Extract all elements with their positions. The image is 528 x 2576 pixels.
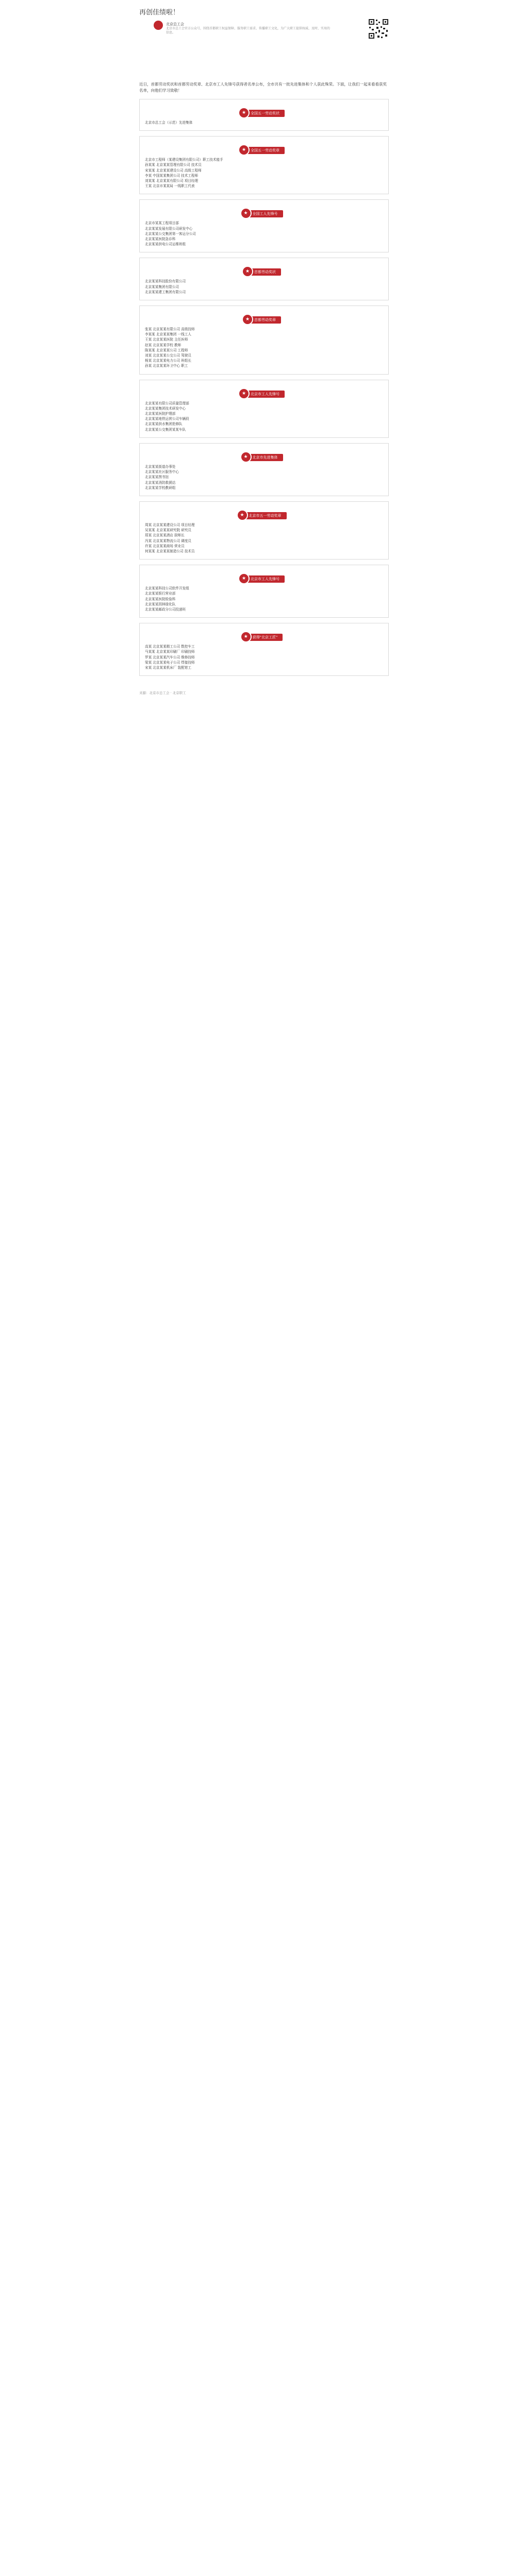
honoree-entry: 陈某某 北京某某公司 工程师 — [145, 348, 188, 352]
honoree-entry: 北京某某医院检验科 — [145, 597, 176, 601]
honoree-entry: 北京某某街道办事处 — [145, 464, 176, 469]
section-title: 北京市先进集体 — [252, 455, 278, 460]
section-title: 北京市工人先锋号 — [251, 577, 279, 582]
honoree-entry: 马某某 北京某某印刷厂 印刷技师 — [145, 650, 195, 654]
award-section — [139, 623, 389, 676]
honoree-entry: 北京某某供电公司运维班组 — [145, 242, 186, 247]
honoree-entry: 北京某某科技股份有限公司 — [145, 279, 186, 284]
honoree-entry: 北京某某消防救援站 — [145, 480, 176, 485]
honoree-entry: 北京某某建工集团有限公司 — [145, 290, 186, 294]
honoree-entry: 高某 北京某某精工公司 数控车工 — [145, 645, 195, 649]
honoree-entry: 北京市总工会（示范）先进集体 — [145, 121, 193, 125]
award-section — [139, 380, 389, 438]
award-section — [139, 136, 389, 194]
section-title: 首都劳动奖状 — [254, 270, 276, 275]
section-title-badge — [245, 634, 283, 641]
star-icon: ★ — [238, 107, 250, 118]
honoree-entry: 北京某某发展有限公司研发中心 — [145, 226, 193, 231]
honoree-entry: 周某 北京某某建设公司 项目经理 — [145, 522, 195, 527]
section-title-badge — [243, 575, 285, 583]
section-header — [145, 387, 383, 397]
award-section — [139, 443, 389, 496]
honoree-entry: 刘某 北京某某公交公司 驾驶员 — [145, 353, 191, 358]
honoree-entry: 李某某 北京某某集团 一线工人 — [145, 332, 191, 337]
honoree-entry: 孙某某 北京某某管理有限公司 技术员 — [145, 163, 202, 167]
star-icon: ★ — [240, 208, 252, 219]
honoree-entry: 北京某某学校教研组 — [145, 485, 176, 490]
honoree-entry: 罗某 北京某某汽车公司 维修技师 — [145, 655, 195, 659]
section-title: 北京市工人先锋号 — [251, 392, 279, 396]
star-icon: ★ — [238, 573, 250, 584]
honoree-entry: 北京某某社区服务中心 — [145, 470, 179, 474]
honoree-entry: 北京市工程师（某建设集团有限公司）职工技术能手 — [145, 158, 223, 162]
section-header — [145, 107, 383, 116]
honoree-entry: 北京某某银行营业部 — [145, 591, 176, 596]
honoree-entry: 北京某某集团技术研发中心 — [145, 406, 186, 411]
honoree-entry: 郑某 北京某某酒店 厨师长 — [145, 533, 185, 538]
honoree-entry: 宋某某 北京某某建设公司 高级工程师 — [145, 168, 202, 173]
honoree-entry: 赵某 北京某某学校 教师 — [145, 343, 182, 347]
section-title-badge — [243, 391, 285, 398]
honoree-entry: 冯某 北京某某物流公司 调度员 — [145, 538, 191, 543]
section-header — [145, 265, 383, 275]
honoree-entry: 北京某某园林绿化队 — [145, 602, 176, 606]
honoree-entry: 北京某某图书馆 — [145, 475, 169, 480]
award-section — [139, 306, 389, 375]
honoree-entry: 宋某 北京某某机床厂 装配钳工 — [145, 665, 191, 670]
section-title: 首都劳动奖章 — [254, 318, 276, 323]
honoree-entry: 北京市某某工程项目部 — [145, 221, 179, 226]
award-section — [139, 258, 389, 300]
section-title: 全国五一劳动奖状 — [251, 111, 279, 115]
qr-code-icon — [368, 19, 389, 39]
award-section — [139, 99, 389, 131]
section-header — [145, 572, 383, 582]
section-title-badge — [243, 147, 285, 154]
intro-paragraph: 近日，首都劳动奖状和首都劳动奖章、北京市工人先锋号获得者名单公布，全市共有一批先进集体和个人获此殊荣。下面，让我们一起来看看获奖名单，向他们学习致敬！ — [139, 82, 387, 93]
author-name: 北京总工会 — [166, 22, 184, 26]
author-card[interactable] — [154, 21, 332, 43]
honoree-entry: 王某 北京某某医院 主任医师 — [145, 337, 188, 342]
honoree-entry: 吴某某 北京某某研究院 研究员 — [145, 528, 191, 533]
section-title: 全国工人先锋号 — [252, 212, 278, 216]
section-header — [145, 509, 383, 518]
star-icon: ★ — [242, 266, 253, 277]
honoree-entry: 杨某 北京某某电力公司 班组长 — [145, 359, 191, 363]
section-header — [145, 631, 383, 640]
honoree-entry: 北京某某地铁运营公司车辆段 — [145, 417, 189, 421]
section-header — [145, 313, 383, 323]
section-title-badge — [245, 454, 283, 461]
honoree-entry: 北京某某医院急诊科 — [145, 237, 176, 242]
section-title: 北京市五一劳动奖章 — [249, 513, 282, 518]
section-title-badge — [245, 210, 283, 217]
honoree-entry: 北京某某供水集团抢修队 — [145, 422, 183, 427]
section-header — [145, 207, 383, 216]
award-section — [139, 501, 389, 560]
article — [139, 0, 389, 695]
section-title-badge — [242, 512, 287, 519]
honoree-entry: 北京某某医院护理部 — [145, 412, 176, 416]
section-title-badge — [247, 268, 281, 276]
honoree-entry: 北京某某科技公司软件开发组 — [145, 586, 189, 591]
honoree-entry: 北京某某公交集团第一客运分公司 — [145, 231, 196, 236]
honoree-entry: 孙某 北京某某环卫中心 职工 — [145, 364, 188, 368]
section-title: 全国五一劳动奖章 — [251, 148, 279, 153]
section-header — [145, 144, 383, 153]
star-icon: ★ — [242, 314, 253, 325]
source-line: 来源：北京市总工会 · 北京职工 — [139, 691, 186, 696]
honoree-entry: 许某 北京某某商场 营业员 — [145, 544, 185, 548]
star-icon: ★ — [240, 451, 252, 463]
star-icon: ★ — [240, 631, 252, 642]
article-title: 再创佳绩啦！ — [139, 9, 180, 16]
sections — [139, 99, 389, 676]
honoree-entry: 北京某某邮政分公司投递班 — [145, 607, 186, 612]
author-description: 北京市总工会官方公众号，围绕首都职工权益保障、服务职工需求、传播职工文化，为广大职工提供权威、及时、实用的信息。 — [166, 27, 331, 35]
honoree-entry: 梁某 北京某某电子公司 焊接技师 — [145, 660, 195, 665]
honoree-entry: 何某某 北京某某制造公司 技术员 — [145, 549, 195, 553]
author-logo-icon — [154, 21, 163, 30]
star-icon: ★ — [238, 388, 250, 399]
section-title-badge — [243, 110, 285, 117]
honoree-entry: 张某 北京某某有限公司 高级技师 — [145, 327, 195, 332]
honoree-entry: 刘某某 北京某某有限公司 项目经理 — [145, 179, 199, 183]
section-title: 获得"北京工匠" — [252, 635, 278, 640]
honoree-entry: 北京某某公交集团某某车队 — [145, 427, 186, 432]
award-section — [139, 199, 389, 252]
award-section — [139, 565, 389, 618]
honoree-entry: 北京某某有限公司质量管理部 — [145, 401, 189, 405]
star-icon: ★ — [238, 144, 250, 156]
honoree-entry: 北京某某集团有限公司 — [145, 284, 179, 289]
honoree-entry: 李某 中国某某集团公司 技术工程师 — [145, 173, 199, 178]
honoree-entry: 王某 北京市某某局 一线职工代表 — [145, 184, 195, 189]
meta-row — [139, 18, 389, 45]
section-title-badge — [247, 316, 281, 324]
section-header — [145, 451, 383, 460]
star-icon: ★ — [237, 510, 248, 521]
